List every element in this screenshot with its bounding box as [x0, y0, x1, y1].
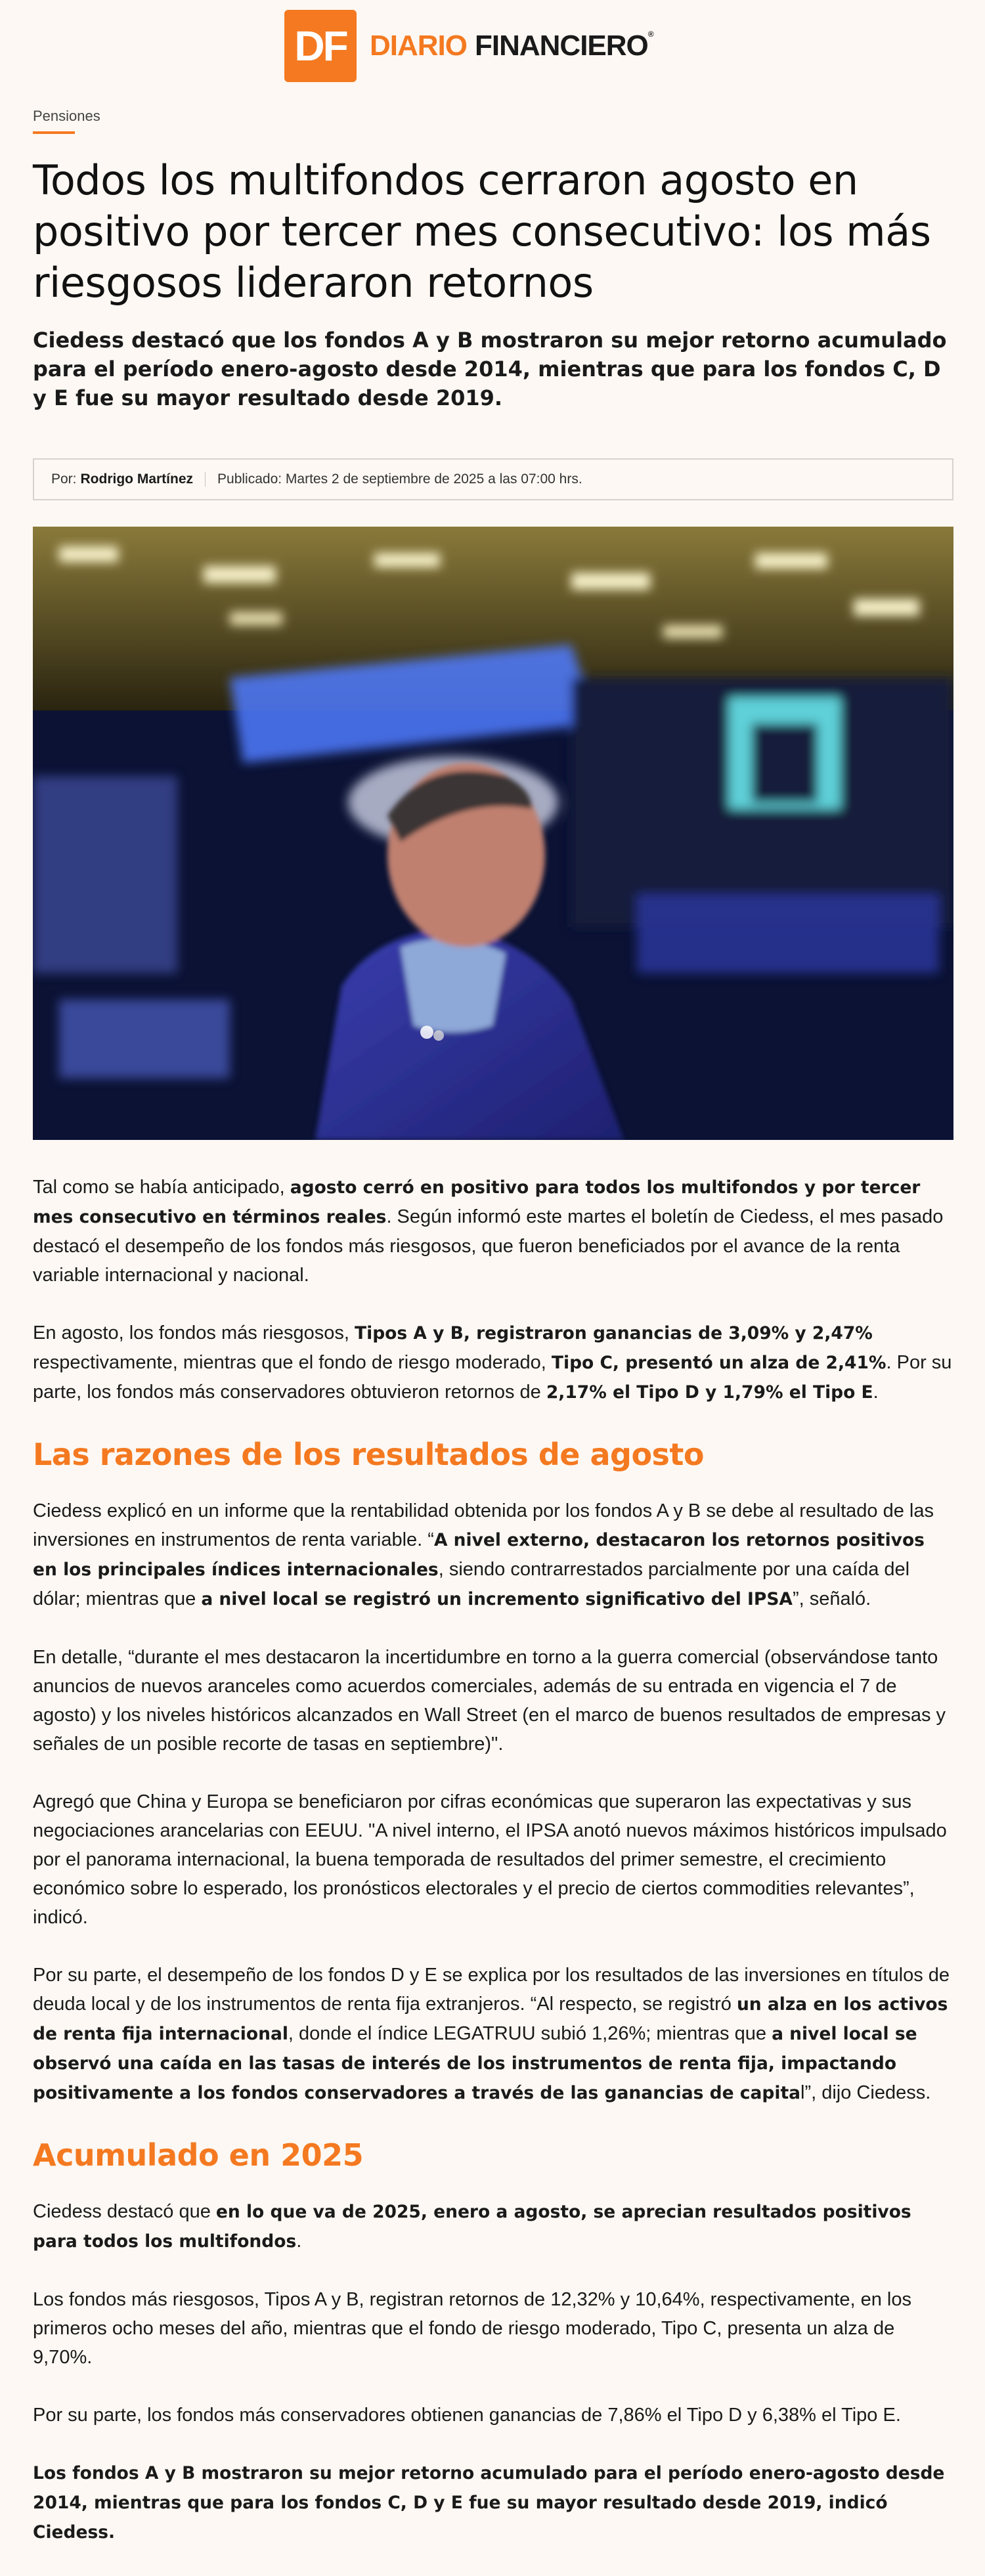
byline [33, 458, 953, 500]
p2-bold-f: 2,17% el Tipo D y 1,79% el Tipo E [546, 1382, 873, 1403]
p3-text-c: , siendo contrarrestados parcialmente por una caída del dólar; mientras que [33, 1559, 910, 1609]
hero-image [33, 527, 953, 1140]
article-headline: Todos los multifondos cerraron agosto en positivo por tercer mes consecutivo: los más riesgosos lideraron retornos [33, 156, 931, 307]
p2-text-e: . Por su parte, los fondos más conservadores obtuvieron retornos de [33, 1352, 952, 1403]
paragraph-4: En detalle, “durante el mes destacaron la incertidumbre en torno a la guerra comercial (observándose tanto anuncios de nuevos aranceles como acuerdos comerciales, además de su entrada en vigencia el 7 de agosto) y los niveles históricos alcanzados en Wall Street (en el marco de buenos resultados de empresas y señales de un posible recorte de tasas en septiembre)". [33, 1647, 946, 1755]
p3-bold-d: a nivel local se registró un incremento significativo del IPSA [201, 1589, 793, 1609]
p2-text-a: En agosto, los fondos más riesgosos, [33, 1322, 355, 1343]
category-link[interactable]: Pensiones [33, 108, 100, 124]
paragraph-3 [33, 1496, 953, 1614]
paragraph-9: Por su parte, los fondos más conservadores obtienen ganancias de 7,86% el Tipo D y 6,38% el Tipo E. [33, 2405, 901, 2426]
p3-bold-b: A nivel externo, destacaron los retornos positivos en los principales índices internacionales [33, 1530, 925, 1580]
category-underline [33, 131, 75, 134]
byline-by-label: Por: [51, 471, 77, 487]
p1-text-a: Tal como se había anticipado, [33, 1177, 290, 1198]
p2-text-c: respectivamente, mientras que el fondo de riesgo moderado, [33, 1352, 552, 1373]
byline-author[interactable]: Rodrigo Martínez [80, 471, 194, 487]
p7-text-a: Ciedess destacó que [33, 2201, 216, 2222]
p3-text-e: ”, señaló. [792, 1588, 871, 1609]
paragraph-2 [33, 1319, 953, 1407]
p7-bold-b: en lo que va de 2025, enero a agosto, se aprecian resultados positivos para todos los multifondos [33, 2202, 911, 2252]
paragraph-8: Los fondos más riesgosos, Tipos A y B, registran retornos de 12,32% y 10,64%, respectivamente, en los primeros ocho meses del año, mientras que el fondo de riesgo moderado, Tipo C, presenta un alza de 9,70%. [33, 2289, 911, 2368]
paragraph-7 [33, 2197, 953, 2256]
logo-word-diario: DIARIO [370, 30, 467, 62]
paragraph-5: Agregó que China y Europa se beneficiaron por cifras económicas que superaron las expectativas y sus negociaciones arancelarias con EEUU. "A nivel interno, el IPSA anotó nuevos máximos históricos impulsado por el panorama internacional, la buena temporada de resultados del primer semestre, el crecimiento económico sobre lo esperado, los pronósticos electorales y el precio de ciertos commodities relevantes”, indicó. [33, 1791, 947, 1928]
registered-mark: ® [647, 30, 653, 39]
p6-bold-d: a nivel local se observó una caída en las tasas de interés de los instrumentos de renta fija, impactando positivamente a los fondos conservadores a través de las ganancias de capita [33, 2024, 917, 2103]
article-body [33, 1173, 953, 2547]
p6-text-e: l”, dijo Ciedess. [800, 2082, 931, 2103]
p1-text-c: . Según informó este martes el boletín de Ciedess, el mes pasado destacó el desempeño de los fondos más riesgosos, que fueron beneficiados por el avance de la renta variable internacional y nacional. [33, 1206, 944, 1286]
logo-word-financiero: FINANCIERO [475, 30, 648, 62]
hero-illustration [33, 527, 953, 1140]
p3-text-a: Ciedess explicó en un informe que la rentabilidad obtenida por los fondos A y B se debe al resultado de las inversiones en instrumentos de renta variable. “ [33, 1500, 934, 1550]
paragraph-10 [33, 2458, 953, 2547]
p6-bold-b: un alza en los activos de renta fija internacional [33, 1994, 948, 2044]
p1-bold: agosto cerró en positivo para todos los multifondos y por tercer mes consecutivo en términos reales [33, 1177, 921, 1227]
subheading-acumulado: Acumulado en 2025 [33, 2137, 364, 2173]
article-dek: Ciedess destacó que los fondos A y B mostraron su mejor retorno acumulado para el período enero-agosto desde 2014, mientras que para los fondos C, D y E fue su mayor resultado desde 2019. [33, 328, 947, 410]
p6-text-c: , donde el índice LEGATRUU subió 1,26%; mientras que [288, 2023, 772, 2044]
subheading-razones: Las razones de los resultados de agosto [33, 1437, 705, 1472]
masthead [0, 0, 985, 92]
p10-bold: Los fondos A y B mostraron su mejor retorno acumulado para el período enero-agosto desde 2014, mientras que para los fondos C, D y E fue su mayor resultado desde 2019, indicó Ciedess. [33, 2463, 945, 2543]
df-logo-icon: DF [284, 10, 357, 82]
article [33, 108, 953, 2576]
byline-published: Publicado: Martes 2 de septiembre de 2025 a las 07:00 hrs. [217, 471, 582, 487]
site-logo[interactable] [284, 10, 653, 82]
byline-divider [205, 472, 206, 487]
p2-text-g: . [873, 1382, 879, 1403]
logo-wordmark [370, 30, 653, 62]
p2-bold-b: Tipos A y B, registraron ganancias de 3,09% y 2,47% [355, 1323, 873, 1343]
p2-bold-d: Tipo C, presentó un alza de 2,41% [551, 1353, 886, 1373]
paragraph-1 [33, 1173, 953, 1290]
paragraph-6 [33, 1961, 953, 2108]
p6-text-a: Por su parte, el desempeño de los fondos D y E se explica por los resultados de las inversiones en títulos de deuda local y de los instrumentos de renta fija extranjeros. “Al respecto, se registró [33, 1965, 950, 2015]
p7-text-c: . [296, 2231, 302, 2252]
